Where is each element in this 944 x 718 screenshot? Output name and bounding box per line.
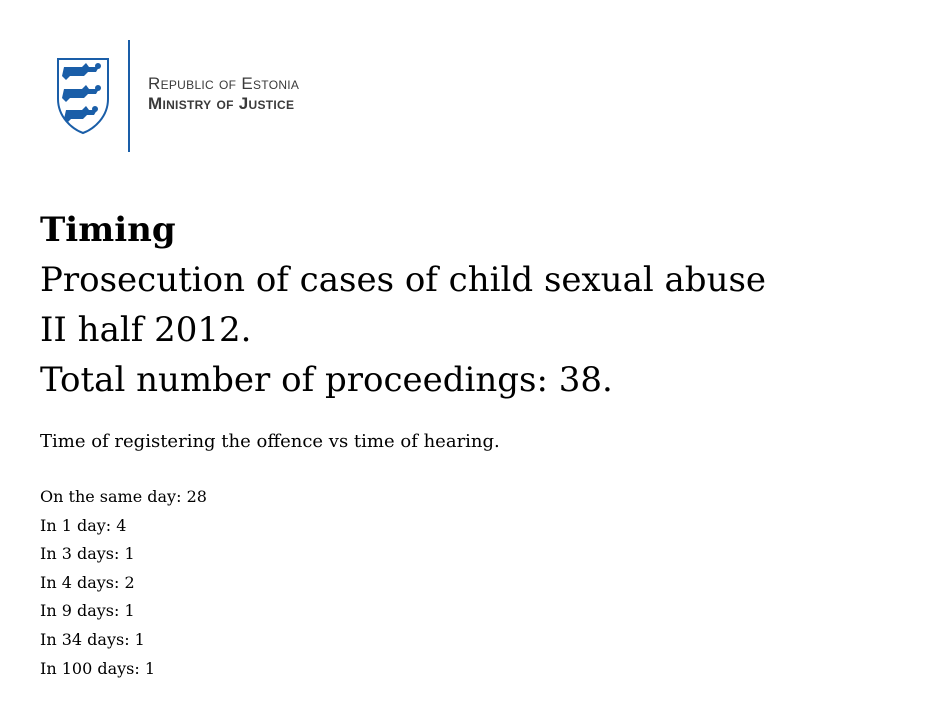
logo-divider xyxy=(128,40,130,152)
headline-line-1: Prosecution of cases of child sexual abuse xyxy=(40,260,767,300)
ministry-logo xyxy=(54,40,354,152)
slide-title: Timing xyxy=(40,210,176,250)
stat-item: In 4 days: 2 xyxy=(40,572,135,592)
headline-line-3: Total number of proceedings: 38. xyxy=(40,360,613,400)
logo-republic-label: Republic of Estonia xyxy=(148,74,300,93)
intro-text: Time of registering the offence vs time of hearing. xyxy=(40,431,500,452)
headline-line-2: II half 2012. xyxy=(40,310,252,350)
stat-item: In 3 days: 1 xyxy=(40,544,135,564)
stat-item: In 100 days: 1 xyxy=(40,658,156,678)
stat-item: In 9 days: 1 xyxy=(40,601,135,621)
logo-text xyxy=(148,74,299,113)
stat-item: In 1 day: 4 xyxy=(40,515,127,535)
coat-of-arms-icon xyxy=(54,55,112,135)
timing-stats-list xyxy=(40,483,920,683)
stat-item: In 34 days: 1 xyxy=(40,629,145,649)
stat-item: On the same day: 28 xyxy=(40,487,207,506)
slide-content xyxy=(40,205,920,683)
logo-ministry-label: Ministry of Justice xyxy=(148,93,295,113)
